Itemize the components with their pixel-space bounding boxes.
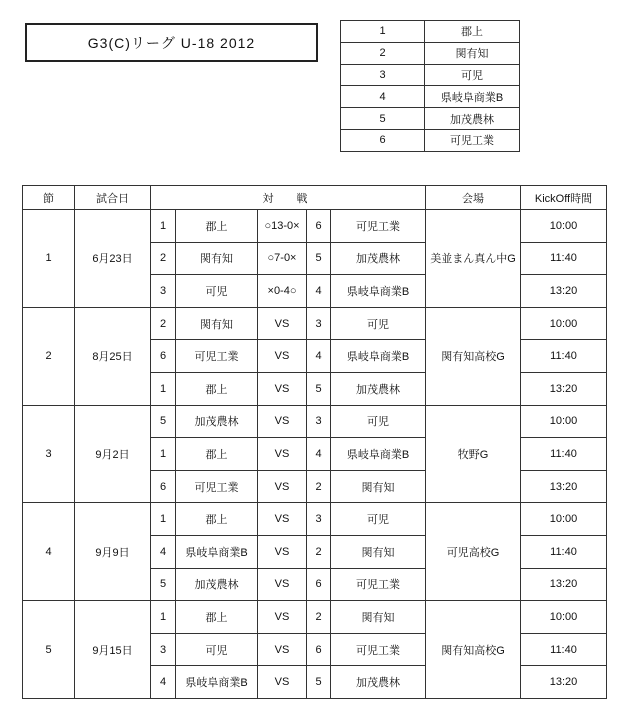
schedule-table bbox=[22, 185, 607, 699]
away-team-cell: 可児工業 bbox=[331, 210, 426, 243]
col-header-date: 試合日 bbox=[75, 186, 151, 210]
home-team-cell: 加茂農林 bbox=[176, 405, 258, 438]
away-number-cell: 3 bbox=[307, 503, 331, 536]
team-row bbox=[341, 64, 520, 86]
result-cell: ×0-4○ bbox=[258, 275, 307, 308]
kickoff-cell: 13:20 bbox=[521, 470, 607, 503]
home-number-cell: 6 bbox=[151, 340, 176, 373]
home-team-cell: 可児 bbox=[176, 275, 258, 308]
team-name-cell: 郡上 bbox=[425, 21, 520, 43]
home-team-cell: 関有知 bbox=[176, 307, 258, 340]
away-team-cell: 県岐阜商業B bbox=[331, 438, 426, 471]
away-team-cell: 加茂農林 bbox=[331, 242, 426, 275]
away-number-cell: 3 bbox=[307, 405, 331, 438]
home-number-cell: 5 bbox=[151, 568, 176, 601]
home-team-cell: 県岐阜商業B bbox=[176, 535, 258, 568]
home-team-cell: 郡上 bbox=[176, 503, 258, 536]
round-cell: 2 bbox=[23, 307, 75, 405]
away-number-cell: 6 bbox=[307, 210, 331, 243]
home-team-cell: 県岐阜商業B bbox=[176, 666, 258, 699]
home-team-cell: 関有知 bbox=[176, 242, 258, 275]
home-number-cell: 2 bbox=[151, 307, 176, 340]
kickoff-cell: 10:00 bbox=[521, 601, 607, 634]
kickoff-cell: 11:40 bbox=[521, 340, 607, 373]
kickoff-cell: 10:00 bbox=[521, 503, 607, 536]
result-cell: VS bbox=[258, 438, 307, 471]
away-team-cell: 可児 bbox=[331, 503, 426, 536]
home-number-cell: 3 bbox=[151, 275, 176, 308]
match-row bbox=[23, 601, 607, 634]
home-number-cell: 1 bbox=[151, 438, 176, 471]
team-number-cell: 4 bbox=[341, 86, 425, 108]
result-cell: VS bbox=[258, 307, 307, 340]
result-cell: VS bbox=[258, 503, 307, 536]
result-cell: VS bbox=[258, 340, 307, 373]
result-cell: ○13-0× bbox=[258, 210, 307, 243]
team-name-cell: 可児工業 bbox=[425, 129, 520, 151]
team-list-table bbox=[340, 20, 520, 152]
home-team-cell: 加茂農林 bbox=[176, 568, 258, 601]
date-cell: 9月2日 bbox=[75, 405, 151, 503]
round-cell: 5 bbox=[23, 601, 75, 699]
match-row bbox=[23, 307, 607, 340]
kickoff-cell: 10:00 bbox=[521, 210, 607, 243]
venue-cell: 可児高校G bbox=[426, 503, 521, 601]
home-number-cell: 1 bbox=[151, 372, 176, 405]
result-cell: VS bbox=[258, 372, 307, 405]
result-cell: ○7-0× bbox=[258, 242, 307, 275]
away-team-cell: 関有知 bbox=[331, 535, 426, 568]
away-team-cell: 県岐阜商業B bbox=[331, 340, 426, 373]
col-header-round: 節 bbox=[23, 186, 75, 210]
match-row bbox=[23, 210, 607, 243]
away-number-cell: 2 bbox=[307, 535, 331, 568]
away-team-cell: 加茂農林 bbox=[331, 666, 426, 699]
away-team-cell: 可児工業 bbox=[331, 568, 426, 601]
result-cell: VS bbox=[258, 633, 307, 666]
kickoff-cell: 11:40 bbox=[521, 438, 607, 471]
venue-cell: 関有知高校G bbox=[426, 601, 521, 699]
date-cell: 6月23日 bbox=[75, 210, 151, 308]
home-team-cell: 郡上 bbox=[176, 210, 258, 243]
team-row bbox=[341, 21, 520, 43]
kickoff-cell: 11:40 bbox=[521, 242, 607, 275]
away-number-cell: 5 bbox=[307, 372, 331, 405]
away-number-cell: 4 bbox=[307, 275, 331, 308]
away-team-cell: 加茂農林 bbox=[331, 372, 426, 405]
result-cell: VS bbox=[258, 568, 307, 601]
venue-cell: 美並まん真ん中G bbox=[426, 210, 521, 308]
home-number-cell: 1 bbox=[151, 210, 176, 243]
team-number-cell: 1 bbox=[341, 21, 425, 43]
home-number-cell: 1 bbox=[151, 601, 176, 634]
home-team-cell: 可児工業 bbox=[176, 340, 258, 373]
team-row bbox=[341, 108, 520, 130]
away-number-cell: 2 bbox=[307, 470, 331, 503]
result-cell: VS bbox=[258, 405, 307, 438]
date-cell: 9月9日 bbox=[75, 503, 151, 601]
away-number-cell: 5 bbox=[307, 666, 331, 699]
result-cell: VS bbox=[258, 601, 307, 634]
round-cell: 1 bbox=[23, 210, 75, 308]
home-team-cell: 可児 bbox=[176, 633, 258, 666]
team-number-cell: 5 bbox=[341, 108, 425, 130]
team-row bbox=[341, 42, 520, 64]
kickoff-cell: 10:00 bbox=[521, 307, 607, 340]
schedule-header-row bbox=[23, 186, 607, 210]
date-cell: 8月25日 bbox=[75, 307, 151, 405]
away-team-cell: 関有知 bbox=[331, 470, 426, 503]
match-row bbox=[23, 405, 607, 438]
result-cell: VS bbox=[258, 666, 307, 699]
home-team-cell: 可児工業 bbox=[176, 470, 258, 503]
home-number-cell: 4 bbox=[151, 666, 176, 699]
home-number-cell: 5 bbox=[151, 405, 176, 438]
result-cell: VS bbox=[258, 470, 307, 503]
col-header-match: 対 戦 bbox=[151, 186, 426, 210]
kickoff-cell: 13:20 bbox=[521, 666, 607, 699]
result-cell: VS bbox=[258, 535, 307, 568]
league-title: G3(C)リーグ U-18 2012 bbox=[87, 34, 256, 51]
kickoff-cell: 13:20 bbox=[521, 275, 607, 308]
team-number-cell: 3 bbox=[341, 64, 425, 86]
away-number-cell: 5 bbox=[307, 242, 331, 275]
kickoff-cell: 10:00 bbox=[521, 405, 607, 438]
away-number-cell: 4 bbox=[307, 340, 331, 373]
date-cell: 9月15日 bbox=[75, 601, 151, 699]
team-row bbox=[341, 129, 520, 151]
away-number-cell: 6 bbox=[307, 568, 331, 601]
team-row bbox=[341, 86, 520, 108]
col-header-venue: 会場 bbox=[426, 186, 521, 210]
schedule-body bbox=[23, 210, 607, 699]
home-number-cell: 6 bbox=[151, 470, 176, 503]
team-number-cell: 6 bbox=[341, 129, 425, 151]
col-header-kickoff: KickOff時間 bbox=[521, 186, 607, 210]
away-number-cell: 3 bbox=[307, 307, 331, 340]
team-name-cell: 関有知 bbox=[425, 42, 520, 64]
away-number-cell: 4 bbox=[307, 438, 331, 471]
team-name-cell: 県岐阜商業B bbox=[425, 86, 520, 108]
away-team-cell: 県岐阜商業B bbox=[331, 275, 426, 308]
team-number-cell: 2 bbox=[341, 42, 425, 64]
away-team-cell: 可児 bbox=[331, 307, 426, 340]
home-team-cell: 郡上 bbox=[176, 372, 258, 405]
away-number-cell: 2 bbox=[307, 601, 331, 634]
kickoff-cell: 13:20 bbox=[521, 372, 607, 405]
home-number-cell: 1 bbox=[151, 503, 176, 536]
home-number-cell: 4 bbox=[151, 535, 176, 568]
home-team-cell: 郡上 bbox=[176, 438, 258, 471]
kickoff-cell: 11:40 bbox=[521, 535, 607, 568]
match-row bbox=[23, 503, 607, 536]
round-cell: 3 bbox=[23, 405, 75, 503]
kickoff-cell: 11:40 bbox=[521, 633, 607, 666]
team-name-cell: 加茂農林 bbox=[425, 108, 520, 130]
kickoff-cell: 13:20 bbox=[521, 568, 607, 601]
away-team-cell: 可児工業 bbox=[331, 633, 426, 666]
home-number-cell: 2 bbox=[151, 242, 176, 275]
venue-cell: 牧野G bbox=[426, 405, 521, 503]
home-team-cell: 郡上 bbox=[176, 601, 258, 634]
venue-cell: 関有知高校G bbox=[426, 307, 521, 405]
home-number-cell: 3 bbox=[151, 633, 176, 666]
round-cell: 4 bbox=[23, 503, 75, 601]
team-list-body bbox=[341, 21, 520, 152]
team-name-cell: 可児 bbox=[425, 64, 520, 86]
away-team-cell: 可児 bbox=[331, 405, 426, 438]
league-title-box bbox=[25, 23, 318, 62]
away-team-cell: 関有知 bbox=[331, 601, 426, 634]
away-number-cell: 6 bbox=[307, 633, 331, 666]
